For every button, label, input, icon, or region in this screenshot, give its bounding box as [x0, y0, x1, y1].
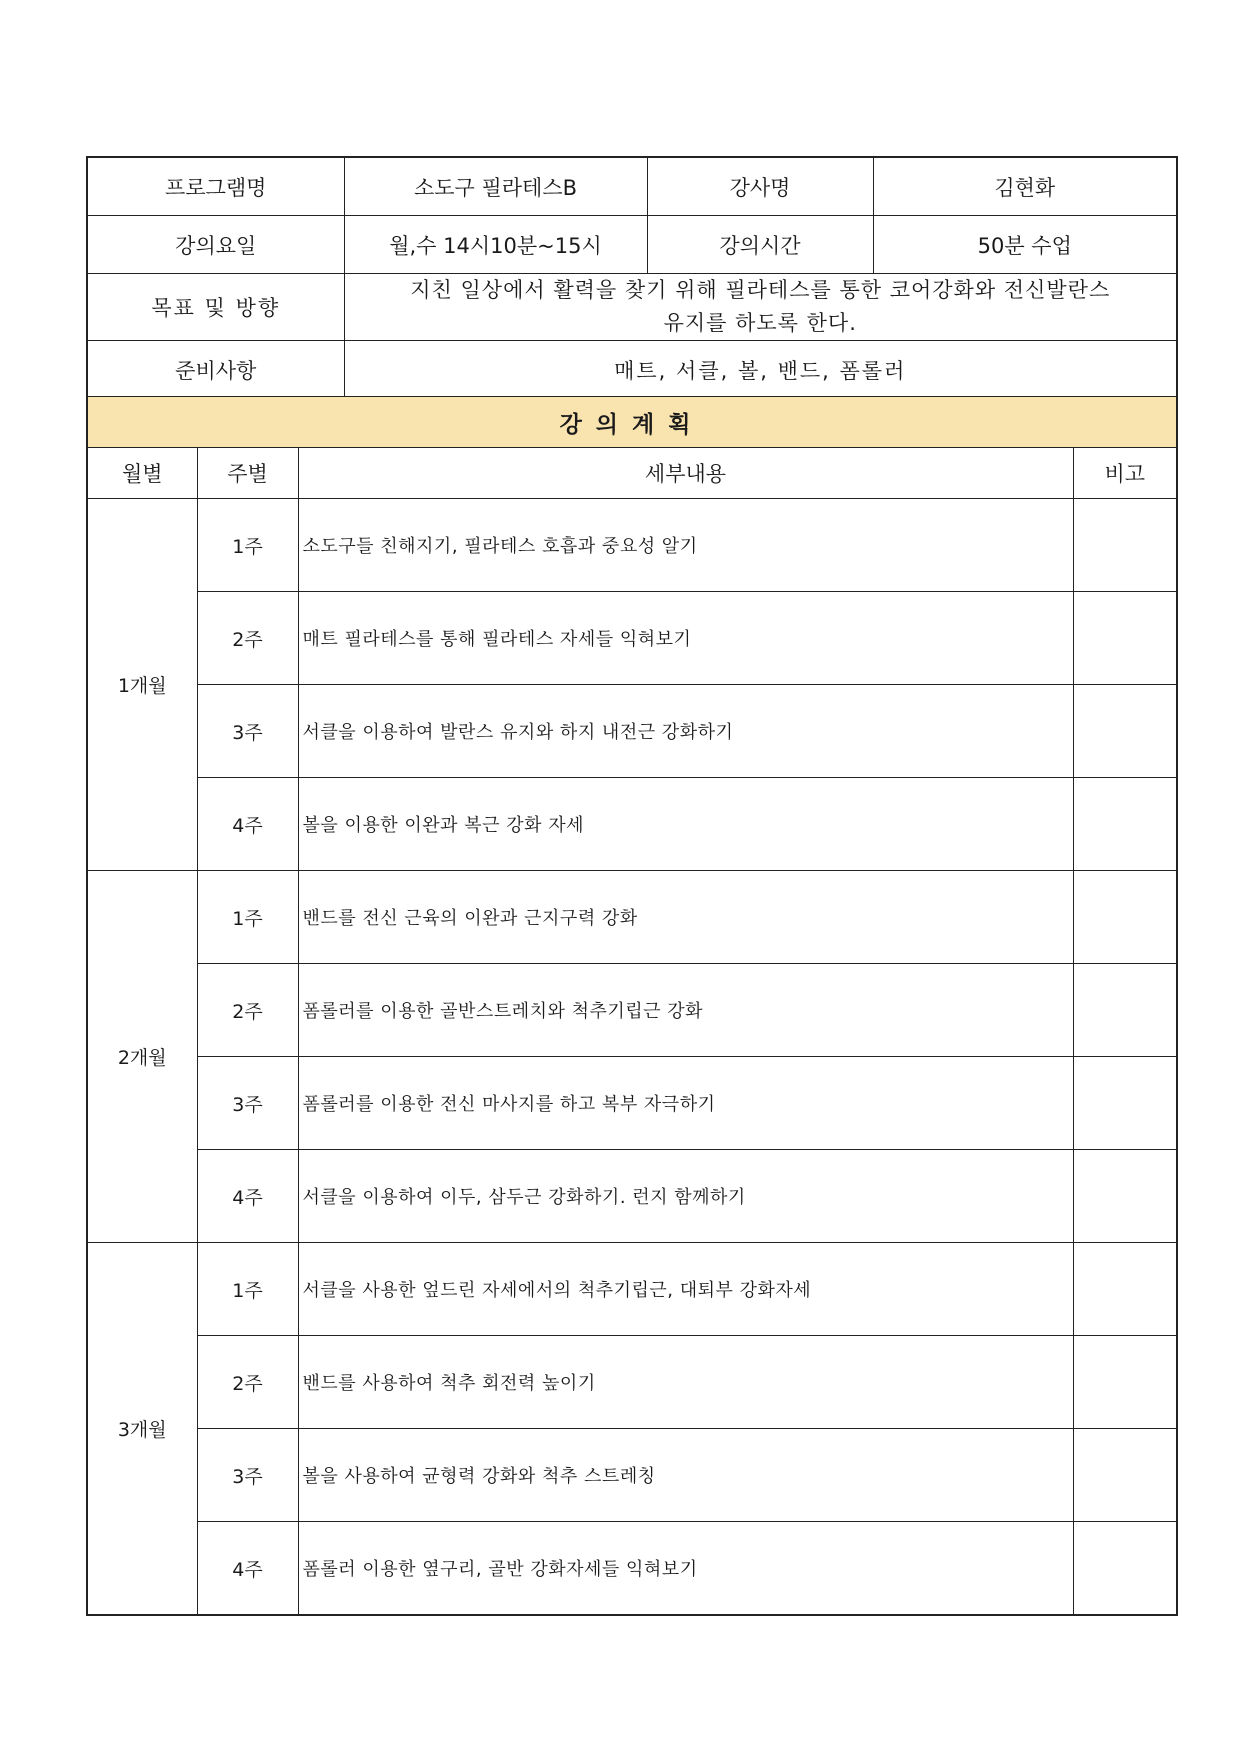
month-label: 1개월 [87, 499, 197, 871]
lecture-time-value: 50분 수업 [873, 216, 1177, 274]
week-label: 1주 [197, 871, 298, 964]
program-row [87, 157, 1177, 216]
week-note [1073, 592, 1177, 685]
week-note [1073, 1522, 1177, 1616]
lecture-time-label: 강의시간 [647, 216, 873, 274]
week-detail: 폼롤러를 이용한 골반스트레치와 척추기립근 강화 [298, 964, 1073, 1057]
header-detail: 세부내용 [298, 448, 1073, 499]
week-detail: 밴드를 전신 근육의 이완과 근지구력 강화 [298, 871, 1073, 964]
week-label: 4주 [197, 1150, 298, 1243]
preparation-label: 준비사항 [87, 341, 344, 400]
week-detail: 밴드를 사용하여 척추 회전력 높이기 [298, 1336, 1073, 1429]
program-name-label: 프로그램명 [87, 157, 344, 216]
program-info-table [86, 156, 1178, 400]
lecture-day-value: 월,수 14시10분~15시 [344, 216, 647, 274]
week-label: 4주 [197, 778, 298, 871]
week-label: 2주 [197, 1336, 298, 1429]
week-note [1073, 499, 1177, 592]
table-row [87, 778, 1177, 871]
week-detail: 서클을 사용한 엎드린 자세에서의 척추기립근, 대퇴부 강화자세 [298, 1243, 1073, 1336]
goal-line-2: 유지를 하도록 한다. [663, 311, 857, 335]
plan-banner-row [87, 397, 1177, 448]
week-detail: 볼을 이용한 이완과 복근 강화 자세 [298, 778, 1073, 871]
table-row [87, 1150, 1177, 1243]
plan-header-row [87, 448, 1177, 499]
header-week: 주별 [197, 448, 298, 499]
table-row [87, 499, 1177, 592]
preparation-row [87, 341, 1177, 400]
header-note: 비고 [1073, 448, 1177, 499]
week-label: 3주 [197, 1429, 298, 1522]
week-label: 1주 [197, 1243, 298, 1336]
goal-line-1: 지친 일상에서 활력을 찾기 위해 필라테스를 통한 코어강화와 전신발란스 [410, 278, 1111, 302]
schedule-row [87, 216, 1177, 274]
week-note [1073, 685, 1177, 778]
week-note [1073, 1336, 1177, 1429]
week-detail: 서클을 이용하여 이두, 삼두근 강화하기. 런지 함께하기 [298, 1150, 1073, 1243]
table-row [87, 1522, 1177, 1616]
table-row [87, 871, 1177, 964]
week-detail: 폼롤러 이용한 옆구리, 골반 강화자세들 익혀보기 [298, 1522, 1073, 1616]
table-row [87, 592, 1177, 685]
goal-value [344, 274, 1177, 341]
instructor-label: 강사명 [647, 157, 873, 216]
week-note [1073, 964, 1177, 1057]
lecture-plan-table [86, 396, 1178, 1616]
preparation-value: 매트, 서클, 볼, 밴드, 폼롤러 [344, 341, 1177, 400]
goal-label: 목표 및 방향 [87, 274, 344, 341]
lecture-day-label: 강의요일 [87, 216, 344, 274]
program-name-value: 소도구 필라테스B [344, 157, 647, 216]
week-detail: 소도구들 친해지기, 필라테스 호흡과 중요성 알기 [298, 499, 1073, 592]
week-label: 3주 [197, 685, 298, 778]
week-note [1073, 1429, 1177, 1522]
week-note [1073, 1243, 1177, 1336]
table-row [87, 1057, 1177, 1150]
table-row [87, 1336, 1177, 1429]
table-row [87, 685, 1177, 778]
month-label: 2개월 [87, 871, 197, 1243]
week-label: 3주 [197, 1057, 298, 1150]
week-detail: 서클을 이용하여 발란스 유지와 하지 내전근 강화하기 [298, 685, 1073, 778]
table-row [87, 1243, 1177, 1336]
month-label: 3개월 [87, 1243, 197, 1616]
week-detail: 매트 필라테스를 통해 필라테스 자세들 익혀보기 [298, 592, 1073, 685]
table-row [87, 1429, 1177, 1522]
table-row [87, 964, 1177, 1057]
week-label: 1주 [197, 499, 298, 592]
goal-row [87, 274, 1177, 341]
week-note [1073, 778, 1177, 871]
week-detail: 폼롤러를 이용한 전신 마사지를 하고 복부 자극하기 [298, 1057, 1073, 1150]
week-note [1073, 871, 1177, 964]
instructor-value: 김현화 [873, 157, 1177, 216]
header-month: 월별 [87, 448, 197, 499]
week-label: 2주 [197, 592, 298, 685]
week-note [1073, 1150, 1177, 1243]
week-label: 4주 [197, 1522, 298, 1616]
plan-banner: 강의계획 [87, 397, 1177, 448]
week-note [1073, 1057, 1177, 1150]
week-detail: 볼을 사용하여 균형력 강화와 척추 스트레칭 [298, 1429, 1073, 1522]
week-label: 2주 [197, 964, 298, 1057]
